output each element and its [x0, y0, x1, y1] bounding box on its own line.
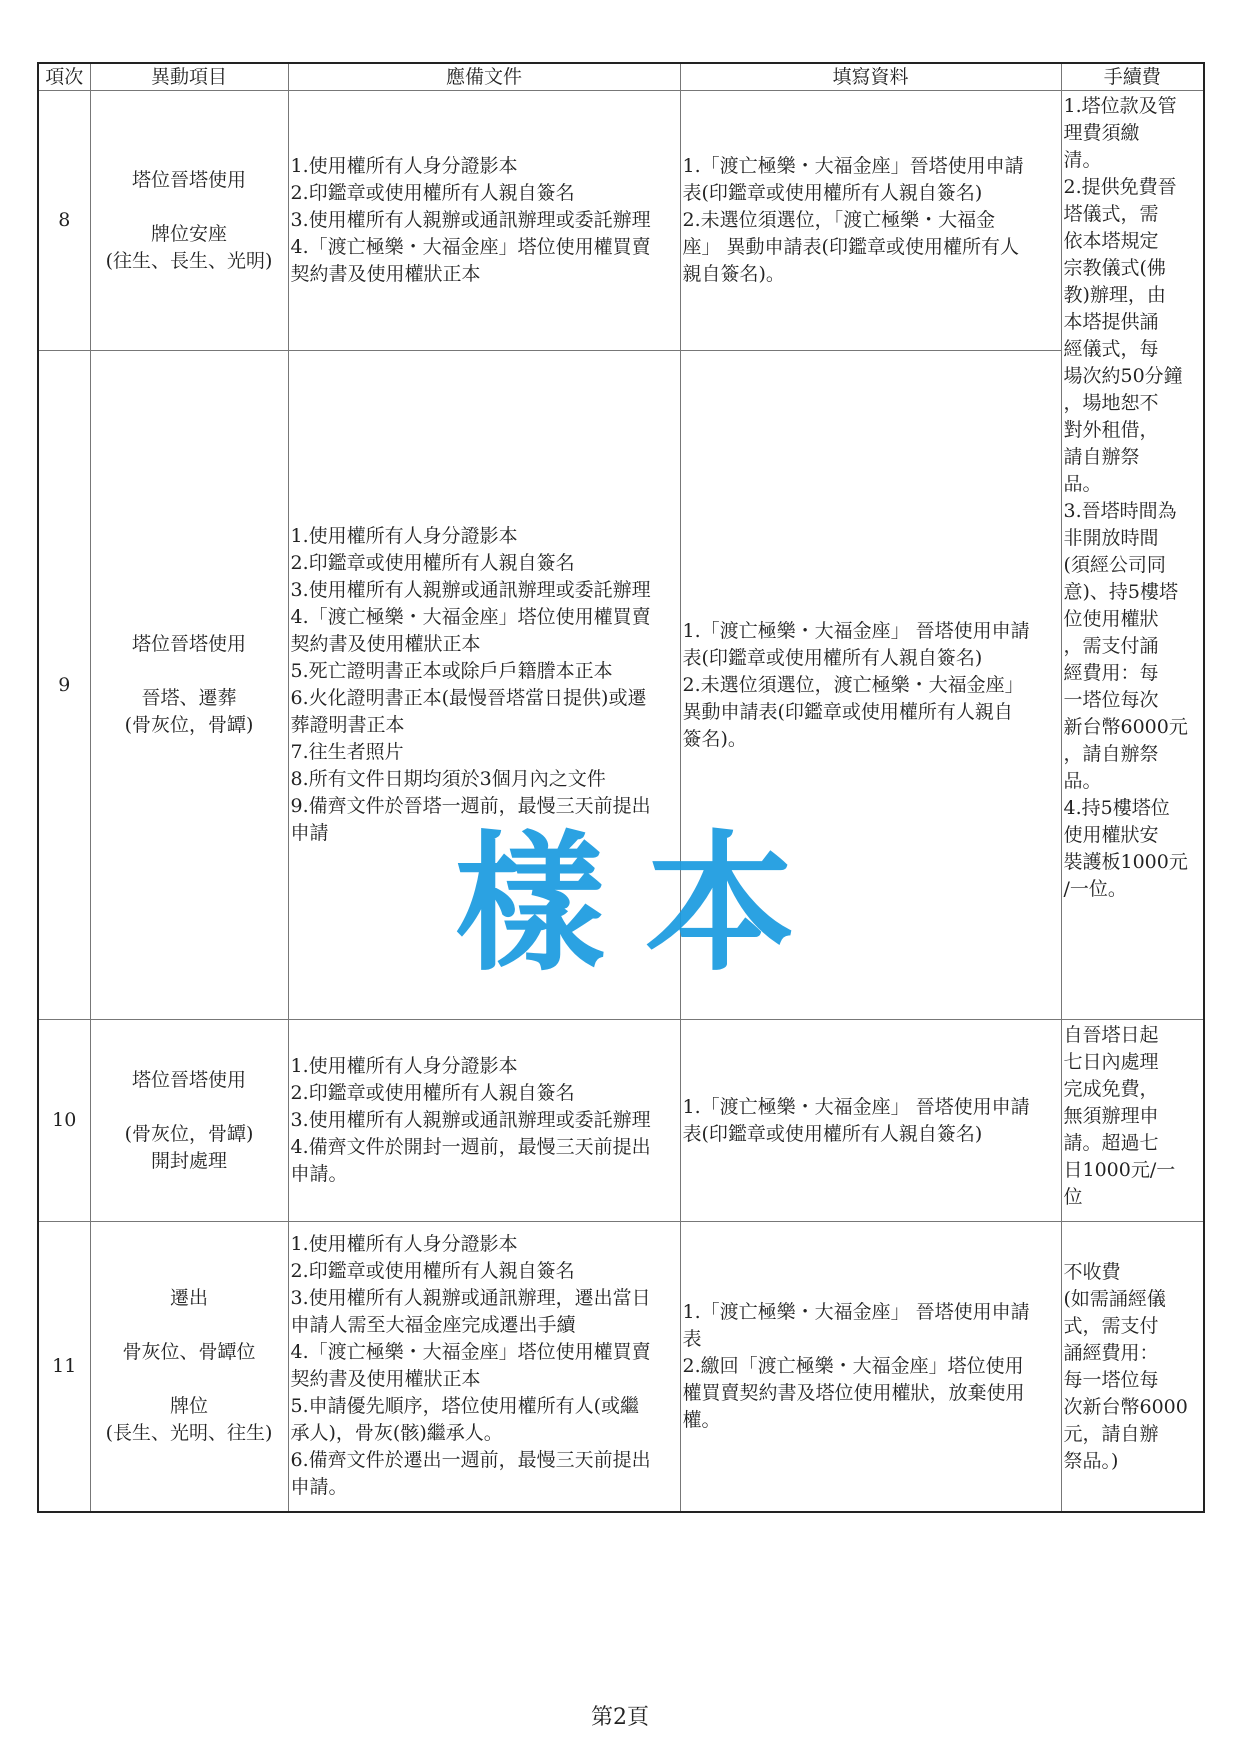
text-line: 一塔位每次 [1063, 689, 1159, 711]
form-info [680, 91, 1061, 351]
text-line: 表(印鑑章或使用權所有人親自簽名) [682, 1122, 983, 1145]
text-line: 1.塔位款及管 [1063, 95, 1177, 117]
handling-fee [1061, 1222, 1204, 1512]
text-line: 依本塔規定 [1063, 230, 1159, 252]
required-documents [288, 91, 680, 351]
text-line: 日1000元/一 [1063, 1159, 1176, 1181]
form-info [680, 351, 1061, 1020]
text-line: 每一塔位每 [1063, 1369, 1159, 1392]
text-line: 承人)，骨灰(骸)繼承人。 [290, 1422, 503, 1445]
row-number: 9 [38, 351, 90, 1020]
sample-watermark: 樣本 [455, 818, 836, 992]
text-line: 完成免費， [1063, 1078, 1159, 1100]
text-line: 4.「渡亡極樂・大福金座」塔位使用權買賣 [290, 1341, 651, 1364]
text-line: 塔位晉塔使用 [131, 633, 246, 655]
text-line: 清。 [1063, 149, 1102, 171]
text-line: 宗教儀式(佛 [1063, 257, 1166, 279]
handling-fee [1061, 91, 1204, 1020]
form-info [680, 1020, 1061, 1222]
text-line: 非開放時間 [1063, 527, 1159, 549]
text-line: 3.使用權所有人親辦或通訊辦理或委託辦理 [290, 579, 651, 601]
table-row-9 [38, 351, 1204, 1020]
text-line: ，請自辦祭 [1063, 743, 1159, 765]
text-line: 誦經費用： [1063, 1342, 1159, 1365]
text-line: 簽名)。 [682, 727, 747, 750]
required-documents [288, 351, 680, 1020]
text-line: 葬證明書正本 [290, 714, 405, 736]
text-line: 4.「渡亡極樂・大福金座」塔位使用權買賣 [290, 236, 651, 258]
fee-table [37, 62, 1205, 1513]
required-documents [288, 1222, 680, 1512]
text-line: 2.未選位須選位，「渡亡極樂・大福金 [682, 209, 996, 231]
text-line: 權買賣契約書及塔位使用權狀，放棄使用 [682, 1381, 1025, 1404]
text-line: 請自辦祭 [1063, 446, 1140, 468]
text-line: 異動申請表(印鑑章或使用權所有人親自 [682, 700, 1013, 723]
text-line: 場次約50分鐘 [1063, 365, 1183, 387]
text-line: 5.死亡證明書正本或除戶戶籍謄本正本 [290, 660, 613, 682]
text-line: 7.往生者照片 [290, 741, 404, 763]
required-documents [288, 1020, 680, 1222]
text-line: 3.晉塔時間為 [1063, 500, 1177, 522]
text-line: 品。 [1063, 770, 1102, 792]
text-line: 教)辦理，由 [1063, 284, 1166, 306]
text-line: (須經公司同 [1063, 554, 1166, 576]
text-line: 骨灰位、骨罈位 [122, 1341, 256, 1364]
text-line: 9.備齊文件於晉塔一週前，最慢三天前提出 [290, 795, 651, 817]
text-line: 表 [682, 1327, 702, 1350]
change-item [90, 1222, 288, 1512]
text-line: 祭品。) [1063, 1450, 1119, 1473]
text-line: 3.使用權所有人親辦或通訊辦理或委託辦理 [290, 209, 651, 231]
text-line: 座」 異動申請表(印鑑章或使用權所有人 [682, 236, 1019, 258]
change-item [90, 1020, 288, 1222]
text-line: 1.使用權所有人身分證影本 [290, 525, 518, 547]
handling-fee [1061, 1020, 1204, 1222]
text-line: 4.持5樓塔位 [1063, 797, 1170, 819]
table-row-10 [38, 1020, 1204, 1222]
text-line: 裝護板1000元 [1063, 851, 1188, 873]
text-line: 新台幣6000元 [1063, 716, 1188, 738]
table-row-11 [38, 1222, 1204, 1512]
text-line: /一位。 [1063, 878, 1127, 900]
text-line: 權。 [682, 1408, 721, 1431]
text-line: 5.申請優先順序，塔位使用權所有人(或繼 [290, 1395, 640, 1418]
text-line: 申請人需至大福金座完成遷出手續 [290, 1314, 576, 1337]
text-line: 2.繳回「渡亡極樂・大福金座」塔位使用 [682, 1354, 1024, 1377]
text-line: 2.印鑑章或使用權所有人親自簽名 [290, 1082, 575, 1104]
text-line: 1.使用權所有人身分證影本 [290, 1055, 518, 1077]
text-line: 遷出 [169, 1287, 208, 1310]
text-line: 表(印鑑章或使用權所有人親自簽名) [682, 646, 983, 669]
text-line: 式，需支付 [1063, 1315, 1159, 1338]
text-line: 塔儀式，需 [1063, 203, 1159, 225]
text-line: 位使用權狀 [1063, 608, 1159, 630]
text-line: 8.所有文件日期均須於3個月內之文件 [290, 768, 606, 790]
text-line: 申請 [290, 822, 329, 844]
text-line: 契約書及使用權狀正本 [290, 633, 481, 655]
page-number: 第2頁 [591, 1705, 649, 1730]
text-line: 牌位 [169, 1395, 208, 1418]
text-line [93, 1312, 286, 1339]
text-line: 理費須繳 [1063, 122, 1140, 144]
text-line: 次新台幣6000 [1063, 1396, 1188, 1419]
text-line: 4.備齊文件於開封一週前，最慢三天前提出 [290, 1136, 651, 1158]
text-line: 表(印鑑章或使用權所有人親自簽名) [682, 182, 983, 204]
text-line: 2.印鑑章或使用權所有人親自簽名 [290, 552, 575, 574]
row-number: 10 [38, 1020, 90, 1222]
table-row-8 [38, 91, 1204, 351]
text-line: 3.使用權所有人親辦或通訊辦理或委託辦理 [290, 1109, 651, 1131]
text-line: 本塔提供誦 [1063, 311, 1159, 333]
text-line: 使用權狀安 [1063, 824, 1159, 846]
text-line: 3.使用權所有人親辦或通訊辦理，遷出當日 [290, 1287, 651, 1310]
text-line: 塔位晉塔使用 [131, 1068, 246, 1091]
row-number: 8 [38, 91, 90, 351]
text-line: 申請。 [290, 1476, 348, 1499]
text-line: 自晉塔日起 [1063, 1024, 1159, 1046]
text-line: 晉塔、遷葬 [141, 687, 237, 709]
text-line: 不收費 [1063, 1261, 1121, 1284]
header-no: 項次 [38, 63, 90, 91]
text-line: 對外租借， [1063, 419, 1159, 441]
text-line: 1.使用權所有人身分證影本 [290, 155, 518, 177]
header-item: 異動項目 [90, 63, 288, 91]
text-line: 開封處理 [150, 1149, 227, 1172]
text-line: 親自簽名)。 [682, 263, 785, 285]
text-line: ，需支付誦 [1063, 635, 1159, 657]
text-line: (長生、光明、往生) [105, 1422, 273, 1445]
text-line: 1.「渡亡極樂・大福金座」 晉塔使用申請 [682, 619, 1030, 642]
text-line: 品。 [1063, 473, 1102, 495]
text-line: 4.「渡亡極樂・大福金座」塔位使用權買賣 [290, 606, 651, 628]
text-line: 6.備齊文件於遷出一週前，最慢三天前提出 [290, 1449, 651, 1472]
text-line: ，場地恕不 [1063, 392, 1159, 414]
header-info: 填寫資料 [680, 63, 1061, 91]
text-line: 1.「渡亡極樂・大福金座」晉塔使用申請 [682, 155, 1024, 177]
text-line: (如需誦經儀 [1063, 1288, 1166, 1311]
text-line: 牌位安座 [150, 222, 227, 245]
text-line: 申請。 [290, 1163, 348, 1185]
text-line: 意)、持5樓塔 [1063, 581, 1179, 603]
text-line: 2.未選位須選位，渡亡極樂・大福金座」 [682, 673, 1024, 696]
text-line [93, 658, 286, 685]
text-line: (骨灰位，骨罈) [124, 714, 254, 736]
text-line: (骨灰位，骨罈) [124, 1122, 254, 1145]
text-line: 2.印鑑章或使用權所有人親自簽名 [290, 1260, 575, 1283]
text-line: 契約書及使用權狀正本 [290, 1368, 481, 1391]
text-line: 請。超過七 [1063, 1132, 1159, 1154]
text-line: (往生、長生、光明) [105, 249, 273, 272]
text-line: 元，請自辦 [1063, 1423, 1159, 1446]
text-line: 位 [1063, 1186, 1083, 1208]
header-docs: 應備文件 [288, 63, 680, 91]
text-line: 2.印鑑章或使用權所有人親自簽名 [290, 182, 575, 204]
form-info [680, 1222, 1061, 1512]
text-line: 經費用：每 [1063, 662, 1159, 684]
change-item [90, 91, 288, 351]
text-line [93, 194, 286, 221]
header-fee: 手續費 [1061, 63, 1204, 91]
text-line: 經儀式，每 [1063, 338, 1159, 360]
text-line: 2.提供免費晉 [1063, 176, 1177, 198]
text-line: 七日內處理 [1063, 1051, 1159, 1073]
text-line: 1.使用權所有人身分證影本 [290, 1233, 518, 1256]
text-line: 6.火化證明書正本(最慢晉塔當日提供)或遷 [290, 687, 647, 709]
text-line: 1.「渡亡極樂・大福金座」 晉塔使用申請 [682, 1300, 1030, 1323]
text-line: 塔位晉塔使用 [131, 168, 246, 191]
text-line: 1.「渡亡極樂・大福金座」 晉塔使用申請 [682, 1095, 1030, 1118]
text-line [93, 1094, 286, 1121]
table-header-row [38, 63, 1204, 91]
text-line [93, 1366, 286, 1393]
change-item [90, 351, 288, 1020]
text-line: 契約書及使用權狀正本 [290, 263, 481, 285]
row-number: 11 [38, 1222, 90, 1512]
text-line: 無須辦理申 [1063, 1105, 1159, 1127]
